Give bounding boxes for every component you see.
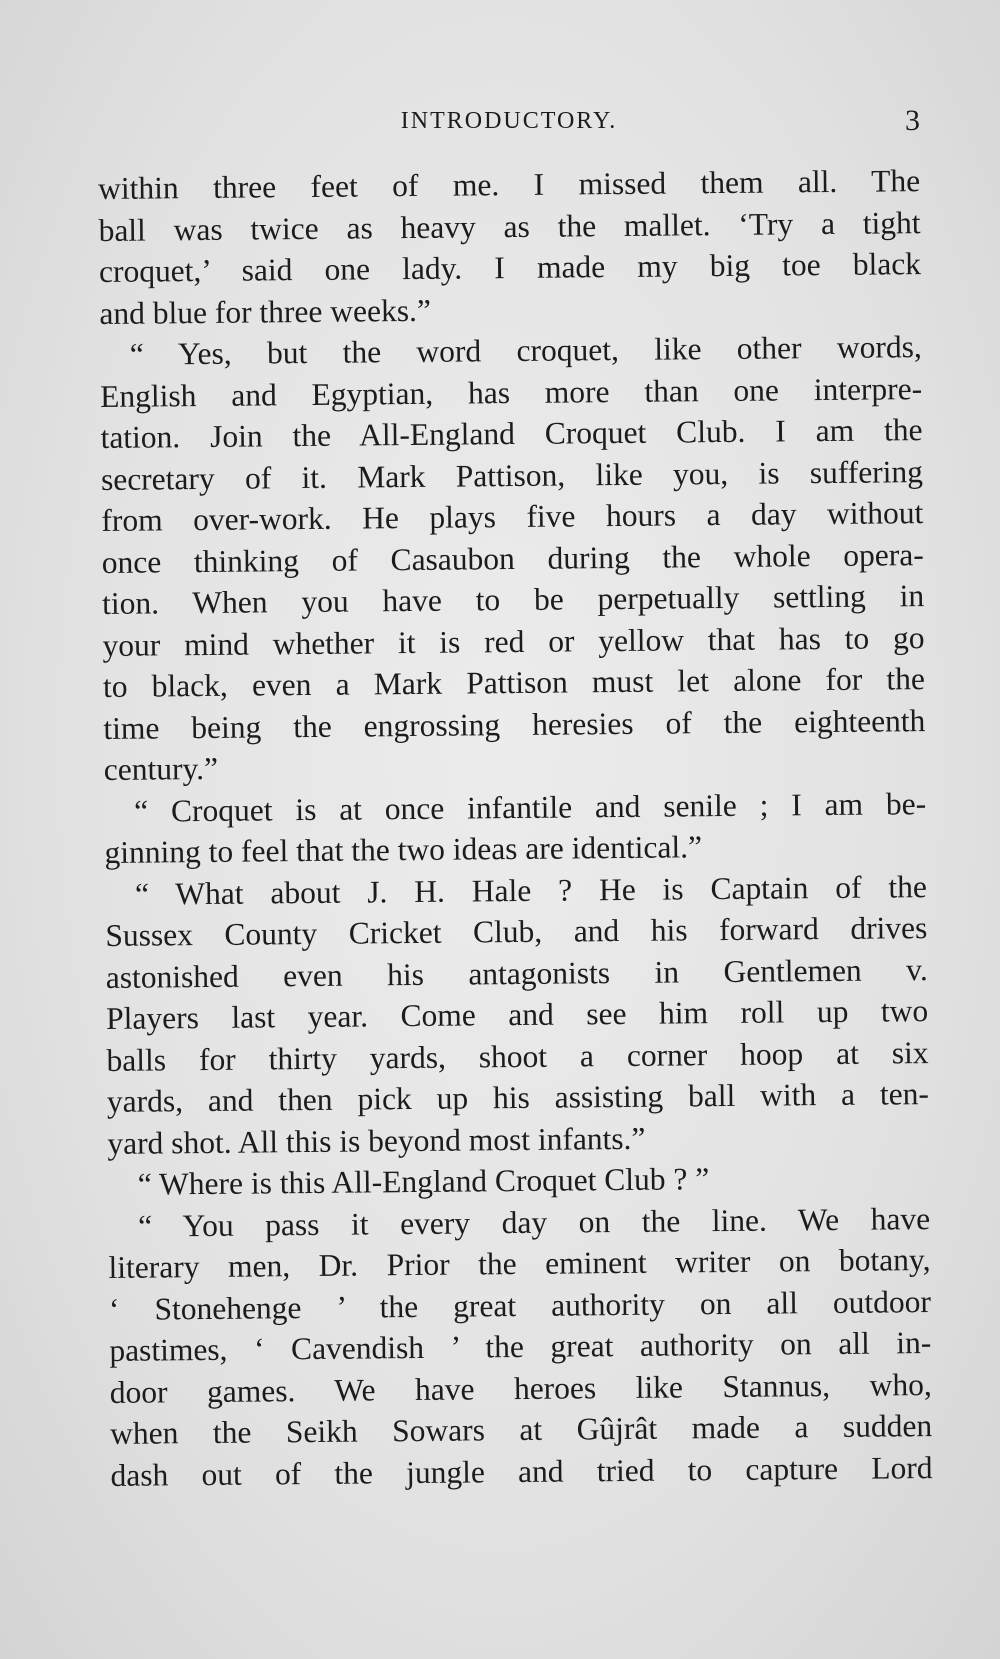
text-line: to black, even a Mark Pattison must let alone for the bbox=[102, 661, 926, 704]
text-line: from over-work. He plays five hours a day without bbox=[101, 495, 924, 538]
body-text bbox=[98, 160, 933, 1496]
text-line: Sussex County Cricket Club, and his forward drives bbox=[105, 910, 928, 953]
text-line: ball was twice as heavy as the mallet. ‘Try a tight bbox=[98, 204, 921, 248]
text-line: dash out of the jungle and tried to capture Lord bbox=[110, 1449, 933, 1493]
text-line: “ What about J. H. Hale ? He is Captain of the bbox=[134, 868, 928, 912]
text-line: “ Where is this All-England Croquet Club ? ” bbox=[137, 1161, 710, 1202]
text-line: “ Croquet is at once infantile and senile ; I am be- bbox=[134, 785, 927, 829]
text-line: when the Seikh Sowars at Gûjrât made a sudden bbox=[109, 1408, 933, 1451]
text-line: tion. When you have to be perpetually settling in bbox=[102, 578, 925, 621]
running-title: INTRODUCTORY. bbox=[400, 108, 618, 134]
text-line: ‘ Stonehenge ’ the great authority on all outdoor bbox=[108, 1283, 932, 1327]
text-line: ginning to feel that the two ideas are identical.” bbox=[104, 829, 703, 870]
text-line: English and Egyptian, has more than one interpre- bbox=[100, 370, 923, 414]
text-line: pastimes, ‘ Cavendish ’ the great authority on all in- bbox=[109, 1325, 932, 1368]
text-line: once thinking of Casaubon during the whole opera- bbox=[101, 536, 924, 580]
text-line: within three feet of me. I missed them all. The bbox=[98, 163, 921, 206]
text-line: yards, and then pick up his assisting ball with a ten- bbox=[106, 1076, 930, 1119]
text-line: croquet,’ said one lady. I made my big toe black bbox=[98, 246, 922, 289]
page-number: 3 bbox=[905, 104, 920, 137]
text-line: Players last year. Come and see him roll up two bbox=[105, 993, 929, 1036]
text-line: “ Yes, but the word croquet, like other words, bbox=[129, 329, 922, 372]
page-header bbox=[98, 104, 920, 148]
text-line: astonished even his antagonists in Gentlemen v. bbox=[105, 951, 928, 995]
text-line: time being the engrossing heresies of the eighteenth bbox=[103, 702, 926, 746]
text-line: tation. Join the All-England Croquet Club. I am the bbox=[100, 412, 923, 455]
text-line: literary men, Dr. Prior the eminent writer on botany, bbox=[108, 1242, 931, 1285]
text-line: century.” bbox=[103, 750, 219, 787]
text-line: yard shot. All this is beyond most infants.” bbox=[107, 1120, 646, 1161]
text-line: your mind whether it is red or yellow that has to go bbox=[102, 619, 925, 663]
text-line: door games. We have heroes like Stannus, who, bbox=[109, 1366, 932, 1410]
text-line: balls for thirty yards, shoot a corner hoop at six bbox=[106, 1034, 929, 1078]
text-line: secretary of it. Mark Pattison, like you, is suffering bbox=[100, 453, 924, 497]
text-line: “ You pass it every day on the line. We have bbox=[137, 1200, 931, 1244]
text-line: and blue for three weeks.” bbox=[99, 292, 432, 331]
